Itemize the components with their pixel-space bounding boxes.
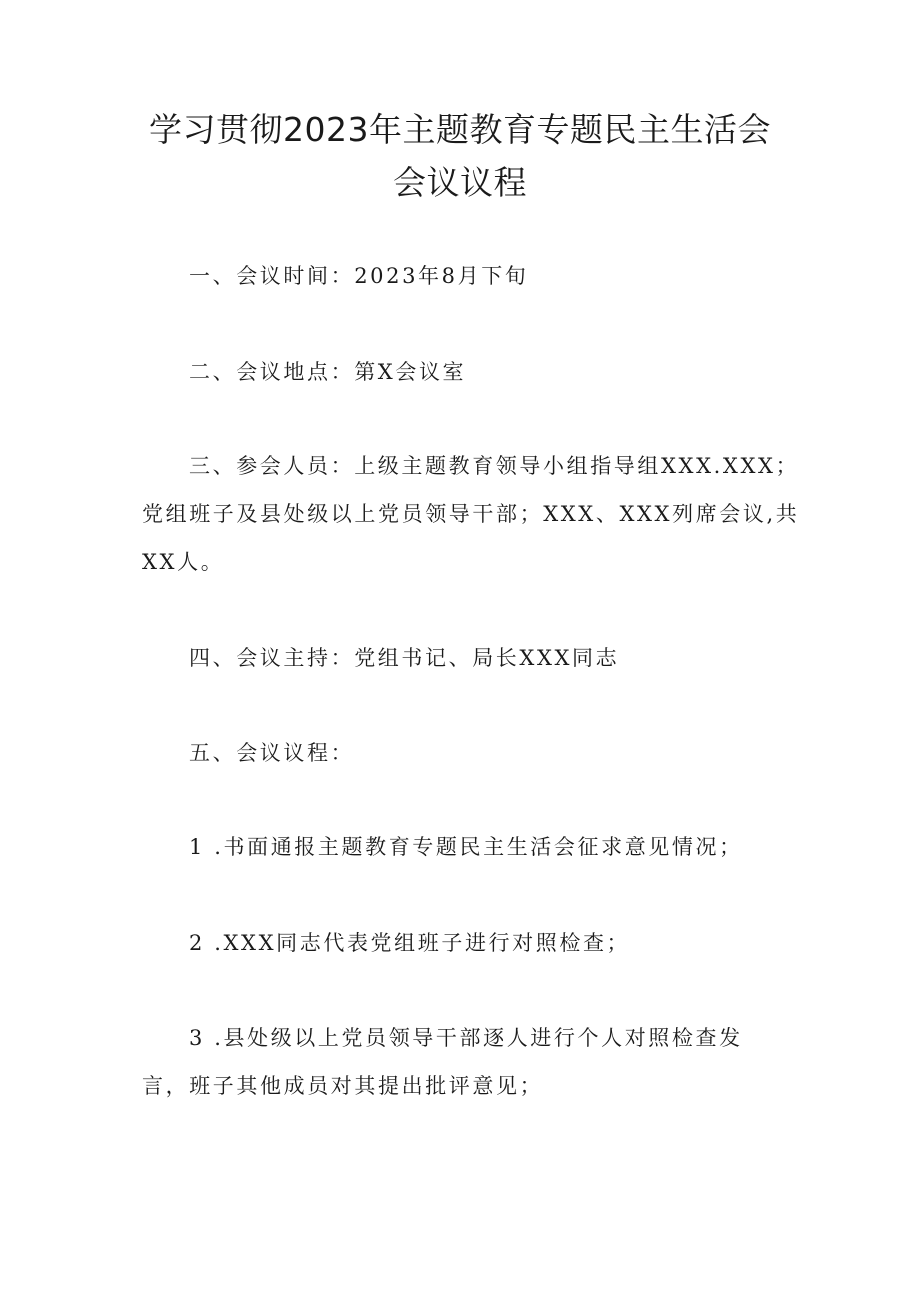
attendees-line-3: XX人。 [142, 550, 225, 574]
meeting-host: 四、会议主持：党组书记、局长XXX同志 [189, 646, 620, 670]
attendees-line-1: 三、参会人员：上级主题教育领导小组指导组XXX.XXX； [189, 454, 800, 478]
agenda-item-2: 2 .XXX同志代表党组班子进行对照检查； [189, 931, 631, 955]
meeting-time: 一、会议时间：2023年8月下旬 [189, 264, 529, 288]
agenda-item-1: 1 .书面通报主题教育专题民主生活会征求意见情况； [189, 835, 743, 859]
agenda-item-3-line-1: 3 .县处级以上党员领导干部逐人进行个人对照检查发 [189, 1026, 743, 1050]
agenda-heading: 五、会议议程： [189, 741, 355, 765]
document-title-line-1: 学习贯彻2023年主题教育专题民主生活会 [149, 110, 771, 149]
attendees-line-2: 党组班子及县处级以上党员领导干部；XXX、XXX列席会议,共 [142, 502, 800, 526]
agenda-item-3-line-2: 言，班子其他成员对其提出批评意见； [142, 1074, 544, 1098]
document-title-line-2: 会议议程 [393, 163, 527, 202]
meeting-location: 二、会议地点：第X会议室 [189, 360, 467, 384]
